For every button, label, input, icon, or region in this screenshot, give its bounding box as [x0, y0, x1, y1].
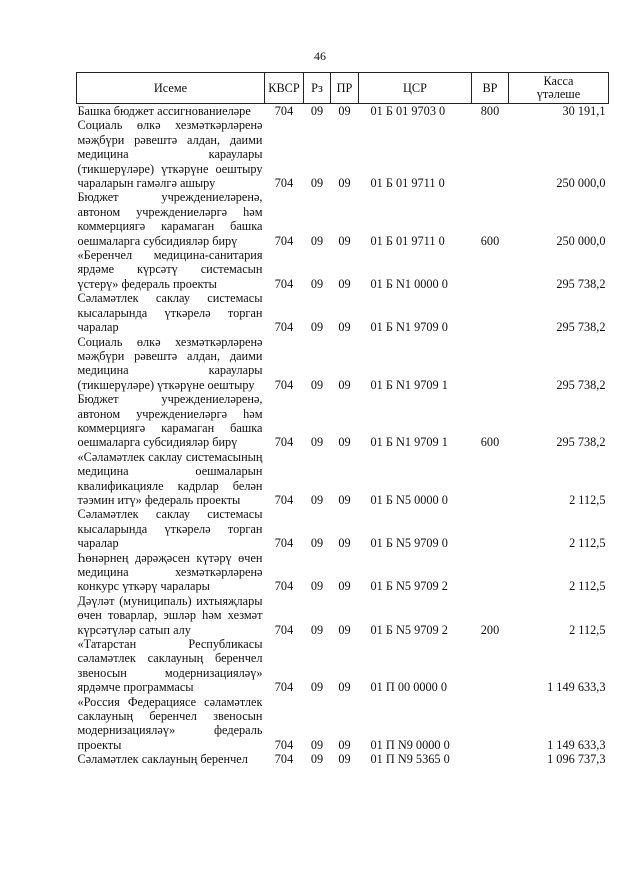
row-pr: 09 — [338, 622, 351, 637]
row-rz: 09 — [310, 435, 324, 450]
row-kvsr: 704 — [274, 377, 294, 392]
row-name: Бюджет учреждениеләренә, автоном учреждениеләргә һәм коммерциягә карамаган башка оешмаларга субсидияләр бирү — [77, 392, 263, 450]
page-number: 46 — [314, 49, 326, 63]
row-vr: 200 — [480, 622, 500, 637]
row-rz: 09 — [310, 752, 324, 767]
row-csr: 01 Б N5 9709 2 — [370, 622, 448, 637]
row-pr: 09 — [338, 492, 351, 507]
row-vr: 600 — [480, 435, 500, 450]
row-rz: 09 — [310, 176, 324, 191]
row-vr: 800 — [480, 104, 500, 118]
row-kvsr: 704 — [274, 233, 294, 248]
table-row — [77, 551, 609, 594]
row-kvsr: 704 — [274, 579, 294, 594]
row-amount: 295 738,2 — [556, 320, 606, 335]
row-rz: 09 — [310, 492, 324, 507]
row-kvsr: 704 — [274, 492, 294, 507]
table-row — [77, 594, 609, 637]
row-pr: 09 — [338, 176, 351, 191]
row-csr: 01 Б N1 9709 0 — [370, 320, 448, 335]
table-row — [77, 104, 609, 119]
row-name: Сәламәтлек саклау системасы кысаларында үткәрелә торган чаралар — [77, 291, 263, 335]
row-amount: 2 112,5 — [569, 492, 606, 507]
row-csr: 01 Б 01 9711 0 — [370, 176, 445, 191]
row-name: Дәүләт (муниципаль) ихтыяҗлары өчен товарлар, эшләр һәм хезмәт күрсәтүләр сатып алу — [77, 593, 263, 637]
row-amount: 295 738,2 — [556, 435, 606, 450]
table-row — [77, 637, 609, 695]
row-kvsr: 704 — [274, 622, 294, 637]
row-name: «Беренчел медицина-санитария ярдәме күрсәтү системасын үстерү» федераль проекты — [77, 248, 263, 291]
row-pr: 09 — [338, 737, 351, 752]
table-row — [77, 291, 609, 334]
row-pr: 09 — [338, 435, 351, 450]
row-vr — [472, 335, 509, 393]
row-vr — [472, 507, 509, 550]
header-amount — [509, 73, 609, 104]
row-rz: 09 — [310, 737, 324, 752]
row-name: Һөнәрнең дәрәҗәсен күтәрү өчен медицина хезмәткәрләренә конкурс үткәрү чаралары — [77, 550, 263, 594]
row-amount: 295 738,2 — [556, 377, 606, 392]
row-name: Социаль өлкә хезмәткәрләренә мәҗбүри рәвештә алдан, даими медицина караулары (тикшерүләре) үткәрүне оештыру чараларын гамәлгә ашыру — [77, 118, 263, 191]
header-vr: ВР — [472, 73, 509, 104]
row-csr: 01 П 00 0000 0 — [370, 680, 448, 695]
row-name: Бюджет учреждениеләренә, автоном учреждениеләргә һәм коммерциягә карамаган башка оешмаларга субсидияләр бирү — [77, 190, 263, 248]
table-row — [77, 248, 609, 291]
row-amount: 1 096 737,3 — [547, 752, 606, 767]
row-vr — [472, 637, 509, 695]
budget-table — [76, 72, 609, 767]
table-row — [77, 695, 609, 753]
row-rz: 09 — [310, 579, 324, 594]
row-csr: 01 Б N1 9709 1 — [370, 435, 448, 450]
header-amount-label: Касса үтәлеше — [536, 74, 581, 101]
row-vr — [472, 118, 509, 190]
row-kvsr: 704 — [274, 752, 294, 767]
header-csr: ЦСР — [359, 73, 472, 104]
row-name: «Россия Федерациясе сәламәтлек саклауның беренчел звеносын модернизацияләү» федераль проекты — [77, 694, 263, 752]
row-csr: 01 Б N1 0000 0 — [370, 276, 448, 291]
row-amount: 1 149 633,3 — [547, 680, 606, 695]
row-vr — [472, 248, 509, 291]
row-vr — [472, 551, 509, 594]
table-row — [77, 190, 609, 248]
row-amount: 30 191,1 — [562, 104, 606, 118]
row-name: «Татарстан Республикасы сәламәтлек саклауның беренчел звеносын модернизацияләү» ярдәмче программасы — [77, 637, 263, 695]
row-amount: 295 738,2 — [556, 276, 606, 291]
row-kvsr: 704 — [274, 276, 294, 291]
row-vr — [472, 695, 509, 753]
row-kvsr: 704 — [274, 680, 294, 695]
row-amount: 2 112,5 — [569, 622, 606, 637]
row-rz: 09 — [310, 320, 324, 335]
table-row — [77, 507, 609, 550]
row-pr: 09 — [338, 377, 351, 392]
row-rz: 09 — [310, 536, 324, 551]
header-pr: ПР — [331, 73, 359, 104]
row-amount: 1 149 633,3 — [547, 737, 606, 752]
row-vr — [472, 752, 509, 766]
table-header-row — [77, 73, 609, 104]
row-kvsr: 704 — [274, 536, 294, 551]
row-amount: 250 000,0 — [556, 233, 606, 248]
row-kvsr: 704 — [274, 104, 294, 118]
table-row — [77, 752, 609, 766]
row-vr — [472, 450, 509, 508]
row-amount: 2 112,5 — [569, 536, 606, 551]
row-vr — [472, 291, 509, 334]
row-amount: 250 000,0 — [556, 176, 606, 191]
row-pr: 09 — [338, 680, 351, 695]
row-csr: 01 Б N5 9709 0 — [370, 536, 448, 551]
row-pr: 09 — [338, 104, 351, 118]
row-name: Башка бюджет ассигнованиеләре — [77, 104, 251, 118]
row-csr: 01 П N9 5365 0 — [370, 752, 450, 767]
row-pr: 09 — [338, 752, 351, 767]
row-name: Сәламәтлек саклау системасы кысаларында үткәрелә торган чаралар — [77, 507, 263, 551]
table-row — [77, 118, 609, 190]
row-pr: 09 — [338, 579, 351, 594]
row-kvsr: 704 — [274, 320, 294, 335]
row-kvsr: 704 — [274, 435, 294, 450]
row-rz: 09 — [310, 104, 324, 118]
row-name: «Сәламәтлек саклау системасының медицина оешмаларын квалификацияле кадрлар белән тәэмин итү» федераль проекты — [77, 449, 263, 507]
row-csr: 01 Б 01 9703 0 — [370, 104, 446, 118]
row-vr: 600 — [480, 233, 500, 248]
row-kvsr: 704 — [274, 737, 294, 752]
table-row — [77, 450, 609, 508]
header-rz: Рз — [304, 73, 331, 104]
row-pr: 09 — [338, 536, 351, 551]
row-pr: 09 — [338, 233, 351, 248]
row-rz: 09 — [310, 276, 324, 291]
row-rz: 09 — [310, 680, 324, 695]
row-name: Сәламәтлек саклауның беренчел — [77, 752, 248, 767]
row-pr: 09 — [338, 276, 351, 291]
row-csr: 01 Б N5 9709 2 — [370, 579, 448, 594]
row-kvsr: 704 — [274, 176, 294, 191]
row-csr: 01 Б N1 9709 1 — [370, 377, 448, 392]
row-pr: 09 — [338, 320, 351, 335]
header-name: Исеме — [77, 73, 265, 104]
row-name: Социаль өлкә хезмәткәрләренә мәҗбүри рәвештә алдан, даими медицина караулары (тикшерүләре) үткәрүне оештыру — [77, 334, 263, 392]
row-rz: 09 — [310, 377, 324, 392]
row-amount: 2 112,5 — [569, 579, 606, 594]
table-row — [77, 392, 609, 450]
row-rz: 09 — [310, 233, 324, 248]
row-csr: 01 П N9 0000 0 — [370, 737, 450, 752]
row-csr: 01 Б 01 9711 0 — [370, 233, 445, 248]
row-csr: 01 Б N5 0000 0 — [370, 492, 448, 507]
table-row — [77, 335, 609, 393]
row-rz: 09 — [310, 622, 324, 637]
header-kvsr: КВСР — [265, 73, 304, 104]
